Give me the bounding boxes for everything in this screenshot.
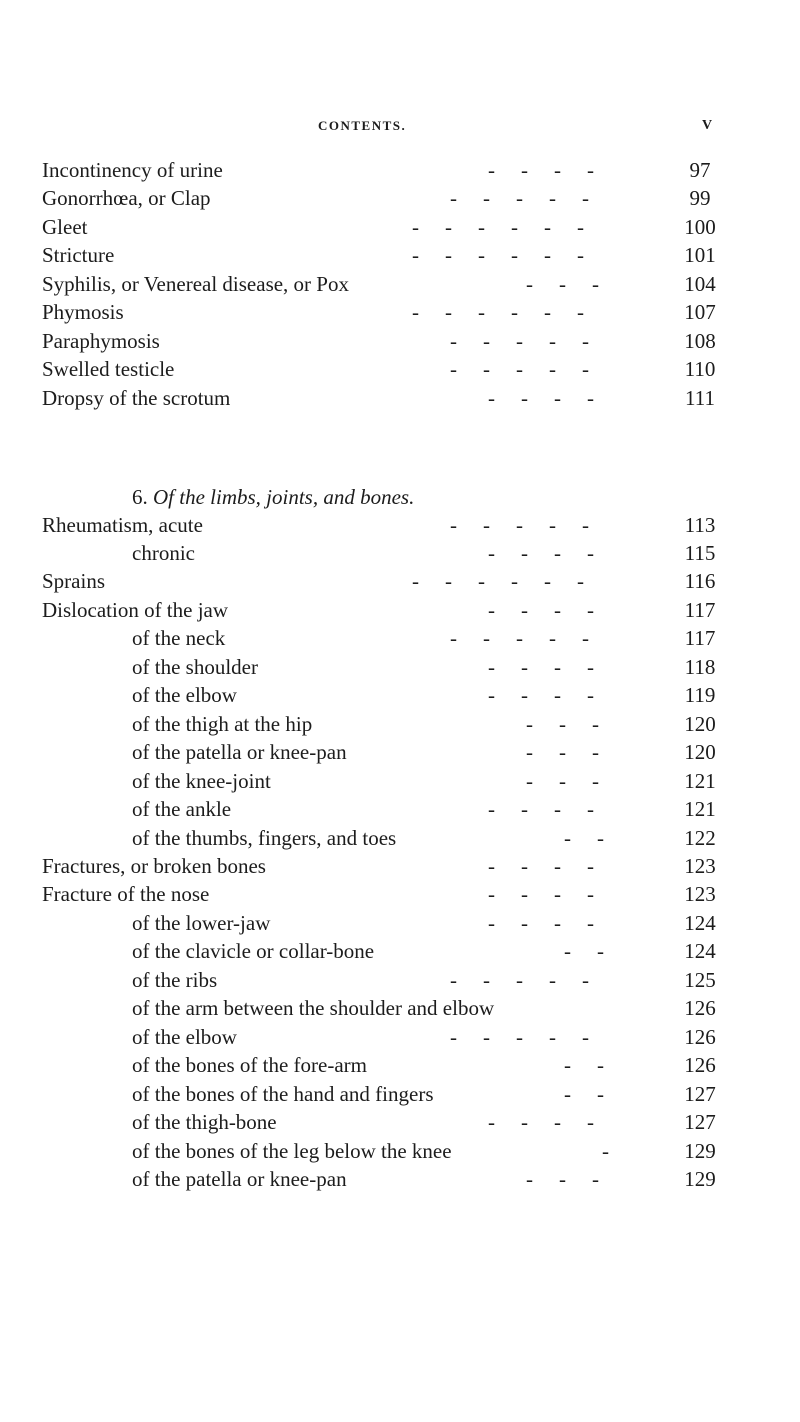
toc-entry-label: of the neck xyxy=(132,626,226,650)
toc-entry-page: 117 xyxy=(684,598,716,622)
toc-entry-label: Fractures, or broken bones xyxy=(42,854,266,878)
leader-dashes: ----- xyxy=(450,513,615,537)
toc-entry-page: 120 xyxy=(684,740,716,764)
toc-entry-page: 129 xyxy=(684,1167,716,1191)
leader-dashes: ----- xyxy=(450,357,615,381)
leader-dashes: ----- xyxy=(450,1025,615,1049)
leader-dashes: ---- xyxy=(488,386,620,410)
leader-dashes: ---- xyxy=(488,911,620,935)
toc-entry-label: of the bones of the leg below the knee xyxy=(132,1139,452,1163)
leader-dashes: ---- xyxy=(488,797,620,821)
toc-entry-label: of the patella or knee-pan xyxy=(132,740,347,764)
toc-entry xyxy=(0,710,800,738)
toc-entry-page: 104 xyxy=(684,272,716,296)
toc-entry-page: 122 xyxy=(684,826,716,850)
leader-dashes: ------ xyxy=(412,300,610,324)
toc-entry-page: 127 xyxy=(684,1082,716,1106)
toc-entry-label: Sprains xyxy=(42,569,105,593)
leader-dashes: -- xyxy=(564,1082,630,1106)
toc-entry xyxy=(0,327,800,355)
running-title: CONTENTS. xyxy=(318,118,407,133)
leader-dashes: ----- xyxy=(450,968,615,992)
leader-dashes: ----- xyxy=(450,186,615,210)
toc-entry xyxy=(0,937,800,965)
toc-entry xyxy=(0,681,800,709)
toc-entry-label: Gonorrhœa, or Clap xyxy=(42,186,211,210)
toc-entry xyxy=(0,596,800,624)
toc-entry xyxy=(0,1051,800,1079)
toc-entry xyxy=(0,213,800,241)
toc-entry xyxy=(0,567,800,595)
toc-entry-page: 113 xyxy=(684,513,716,537)
leader-dashes: ------ xyxy=(412,243,610,267)
toc-entry-label: Fracture of the nose xyxy=(42,882,210,906)
toc-entry-label: of the knee-joint xyxy=(132,769,271,793)
toc-entry xyxy=(0,539,800,567)
leader-dashes: --- xyxy=(526,740,625,764)
leader-dashes: ---- xyxy=(488,541,620,565)
toc-entry-label: of the bones of the hand and fingers xyxy=(132,1082,434,1106)
toc-entry-page: 100 xyxy=(684,215,716,239)
toc-entry-page: 119 xyxy=(684,683,716,707)
toc-entry-page: 121 xyxy=(684,769,716,793)
leader-dashes: -- xyxy=(564,826,630,850)
toc-entry-page: 123 xyxy=(684,854,716,878)
toc-entry xyxy=(0,738,800,766)
toc-entry-label: of the arm between the shoulder and elbow xyxy=(132,996,495,1020)
toc-entry xyxy=(0,624,800,652)
toc-entry xyxy=(0,511,800,539)
leader-dashes: - xyxy=(602,1139,635,1163)
toc-entry-page: 97 xyxy=(689,158,711,182)
toc-entry xyxy=(0,184,800,212)
toc-entry-page: 117 xyxy=(684,626,716,650)
section-title: Of the limbs, joints, and bones. xyxy=(153,485,415,509)
toc-entry-label: Rheumatism, acute xyxy=(42,513,203,537)
leader-dashes: --- xyxy=(526,712,625,736)
toc-entry xyxy=(0,795,800,823)
leader-dashes: -- xyxy=(564,939,630,963)
toc-entry-label: of the thigh at the hip xyxy=(132,712,313,736)
toc-entry-label: Gleet xyxy=(42,215,88,239)
toc-entry xyxy=(0,270,800,298)
toc-entry-label: chronic xyxy=(132,541,195,565)
toc-entry-label: Syphilis, or Venereal disease, or Pox xyxy=(42,272,349,296)
toc-entry-page: 99 xyxy=(689,186,711,210)
leader-dashes: --- xyxy=(526,769,625,793)
toc-entry-label: of the elbow xyxy=(132,1025,237,1049)
toc-entry xyxy=(0,355,800,383)
toc-entry-page: 129 xyxy=(684,1139,716,1163)
section-number: 6. xyxy=(132,485,148,509)
toc-entry xyxy=(0,966,800,994)
toc-entry xyxy=(0,1137,800,1165)
leader-dashes: ---- xyxy=(488,598,620,622)
toc-entry-label: of the clavicle or collar-bone xyxy=(132,939,375,963)
toc-entry xyxy=(0,1165,800,1193)
toc-entry-page: 107 xyxy=(684,300,716,324)
toc-entry-label: Incontinency of urine xyxy=(42,158,223,182)
leader-dashes: ------ xyxy=(412,215,610,239)
leader-dashes: ---- xyxy=(488,854,620,878)
toc-entry-page: 124 xyxy=(684,939,716,963)
toc-entry-label: of the bones of the fore-arm xyxy=(132,1053,367,1077)
toc-entry xyxy=(0,156,800,184)
toc-entry xyxy=(0,241,800,269)
toc-entry-label: of the thumbs, fingers, and toes xyxy=(132,826,397,850)
leader-dashes: ------ xyxy=(412,569,610,593)
toc-entry-page: 120 xyxy=(684,712,716,736)
leader-dashes: ---- xyxy=(488,683,620,707)
toc-entry-label: of the shoulder xyxy=(132,655,258,679)
toc-entry-page: 118 xyxy=(684,655,716,679)
toc-entry-label: Stricture xyxy=(42,243,115,267)
toc-entry-page: 121 xyxy=(684,797,716,821)
toc-entry-page: 123 xyxy=(684,882,716,906)
toc-entry-label: Dropsy of the scrotum xyxy=(42,386,231,410)
toc-entry-label: of the lower-jaw xyxy=(132,911,271,935)
toc-entry xyxy=(0,909,800,937)
leader-dashes: --- xyxy=(526,272,625,296)
toc-entry-label: Swelled testicle xyxy=(42,357,175,381)
toc-entry-label: Phymosis xyxy=(42,300,124,324)
toc-entry xyxy=(0,298,800,326)
leader-dashes: ---- xyxy=(488,882,620,906)
toc-entry-page: 115 xyxy=(684,541,716,565)
toc-entry-label: of the patella or knee-pan xyxy=(132,1167,347,1191)
page-number: V xyxy=(702,118,713,133)
toc-entry xyxy=(0,994,800,1022)
leader-dashes: -- xyxy=(564,1053,630,1077)
toc-entry-label: Paraphymosis xyxy=(42,329,160,353)
leader-dashes: ---- xyxy=(488,158,620,182)
toc-entry xyxy=(0,1023,800,1051)
toc-entry-page: 126 xyxy=(684,1025,716,1049)
toc-entry xyxy=(0,880,800,908)
toc-entry-page: 126 xyxy=(684,996,716,1020)
toc-entry xyxy=(0,852,800,880)
toc-entry xyxy=(0,653,800,681)
toc-entry-page: 125 xyxy=(684,968,716,992)
toc-entry-label: of the thigh-bone xyxy=(132,1110,277,1134)
toc-entry-page: 101 xyxy=(684,243,716,267)
toc-entry-label: of the ribs xyxy=(132,968,218,992)
toc-entry-page: 116 xyxy=(684,569,716,593)
toc-entry-page: 127 xyxy=(684,1110,716,1134)
toc-entry xyxy=(0,824,800,852)
toc-entry-label: Dislocation of the jaw xyxy=(42,598,229,622)
leader-dashes: ----- xyxy=(450,329,615,353)
page-header xyxy=(0,118,800,138)
toc-entry-page: 124 xyxy=(684,911,716,935)
toc-entry-page: 110 xyxy=(684,357,716,381)
toc-entry-page: 108 xyxy=(684,329,716,353)
toc-entry-page: 126 xyxy=(684,1053,716,1077)
toc-entry xyxy=(0,384,800,412)
leader-dashes: ----- xyxy=(450,626,615,650)
toc-entry-page: 111 xyxy=(685,386,715,410)
leader-dashes: --- xyxy=(526,1167,625,1191)
toc-entry-label: of the elbow xyxy=(132,683,237,707)
leader-dashes: ---- xyxy=(488,1110,620,1134)
toc-entry xyxy=(0,1108,800,1136)
toc-entry xyxy=(0,767,800,795)
leader-dashes: ---- xyxy=(488,655,620,679)
toc-entry-label: of the ankle xyxy=(132,797,232,821)
section-heading xyxy=(132,483,414,511)
toc-entry xyxy=(0,1080,800,1108)
